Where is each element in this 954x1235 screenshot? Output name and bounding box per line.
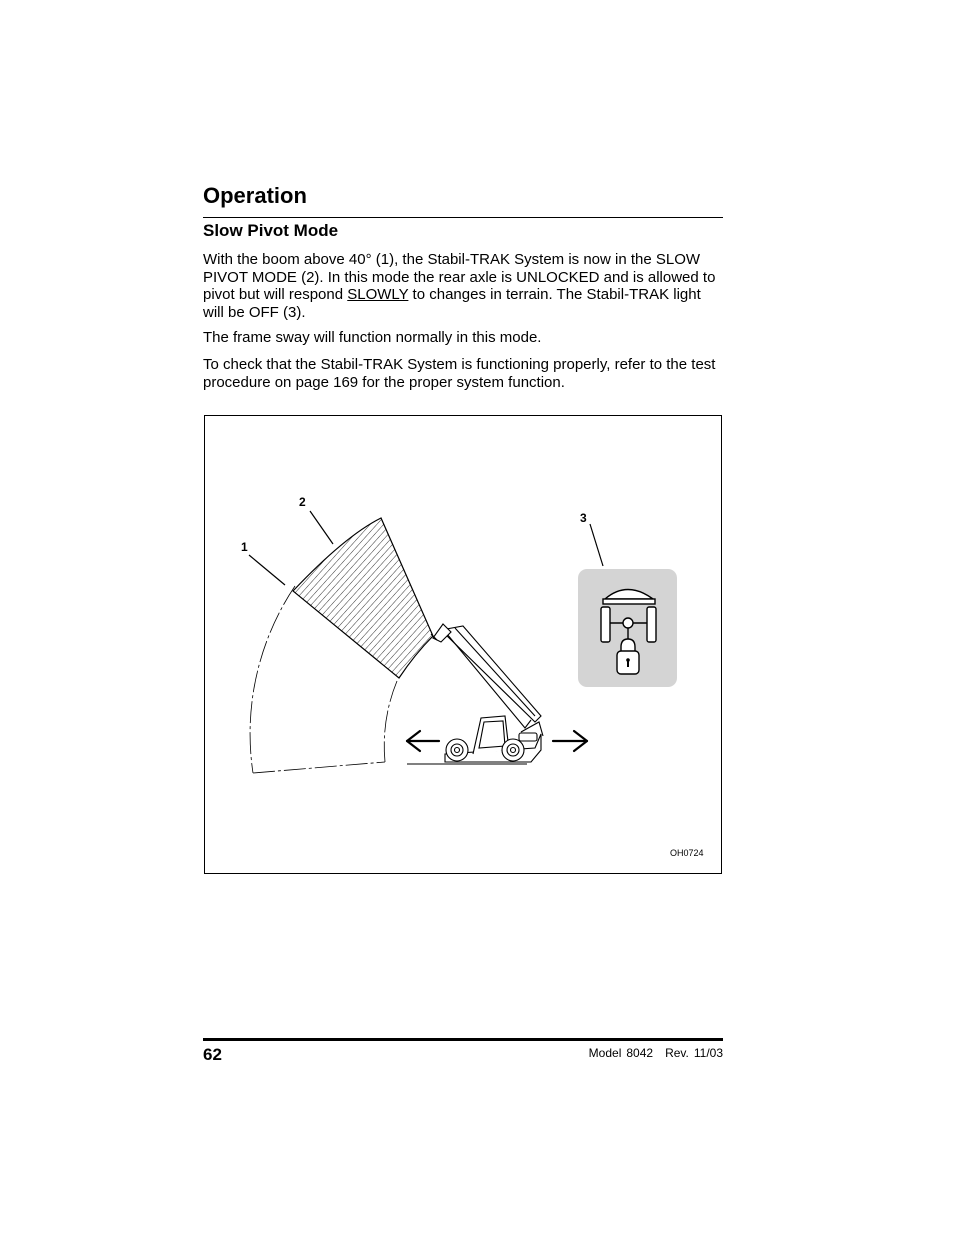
arrow-left-icon — [407, 731, 439, 751]
footer-model-rev — [589, 1046, 723, 1060]
callout-leaders — [249, 511, 603, 585]
callout-3: 3 — [580, 511, 587, 525]
model-label: Model — [588, 1046, 622, 1060]
rev-date: 11/03 — [693, 1046, 723, 1060]
telehandler-illustration — [407, 624, 543, 764]
callout-1: 1 — [241, 540, 248, 554]
figure-illustration — [205, 416, 721, 873]
rev-label: Rev. — [665, 1046, 689, 1060]
page-number: 62 — [203, 1045, 222, 1064]
footer-rule — [203, 1038, 723, 1041]
subsection-title: Slow Pivot Mode — [203, 221, 339, 240]
paragraph-test-reference: To check that the Stabil-TRAK System is functioning properly, refer to the test procedure on page 169 for the proper system function. — [203, 356, 716, 391]
figure-slow-pivot — [204, 415, 722, 874]
paragraph-text: to changes in terrain. The Stabil-TRAK light will be OFF (3). — [203, 286, 701, 321]
stabil-trak-indicator-icon — [578, 569, 677, 687]
model-number: 8042 — [626, 1046, 654, 1060]
callout-2: 2 — [299, 495, 306, 509]
header-rule — [203, 217, 723, 218]
paragraph-frame-sway: The frame sway will function normally in this mode. — [203, 329, 542, 346]
section-title: Operation — [203, 183, 307, 208]
arrow-right-icon — [553, 731, 587, 751]
paragraph-text: With the boom above 40° (1), the Stabil-TRAK System is now in the SLOW PIVOT MODE (2). In this mode the rear axle is UNLOCKED and is allowed to pivot but will respond — [203, 251, 716, 303]
emphasis-slowly: SLOWLY — [347, 286, 409, 303]
paragraph-slow-pivot — [203, 251, 725, 321]
figure-id: OH0724 — [670, 848, 704, 858]
slow-pivot-zone — [293, 518, 433, 678]
